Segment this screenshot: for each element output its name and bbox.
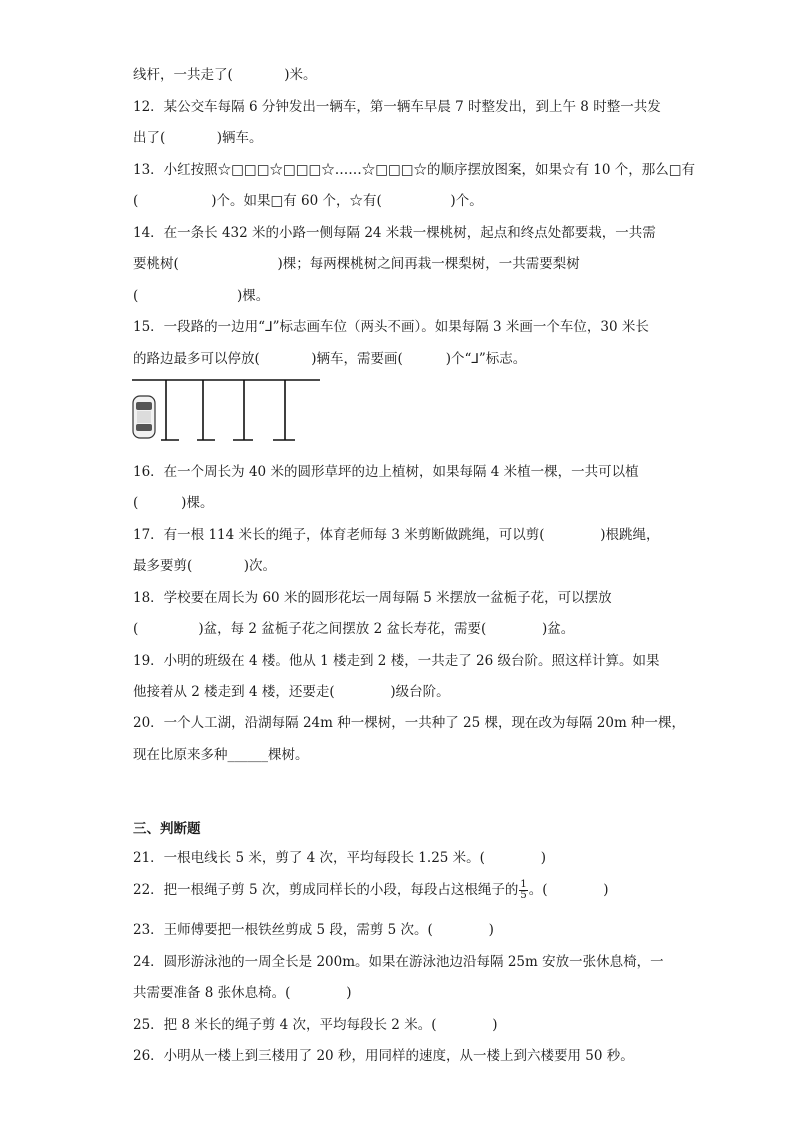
question-26: 26．小明从一楼上到三楼用了 20 秒，用同样的速度，从一楼上到六楼要用 50 秒。 bbox=[133, 1048, 634, 1064]
question-24: 24．圆形游泳池的一周全长是 200m。如果在游泳池边沿每隔 25m 安放一张休息椅，一 bbox=[133, 954, 664, 970]
text-line: 要桃树( )棵；每两棵桃树之间再栽一棵梨树，一共需要梨树 bbox=[133, 256, 580, 272]
text-line: 出了( )辆车。 bbox=[133, 130, 263, 146]
fraction-numerator: 1 bbox=[520, 879, 527, 890]
text-line: 线杆，一共走了( )米。 bbox=[133, 67, 317, 83]
parking-mark bbox=[197, 380, 215, 440]
text-line: ( )盆，每 2 盆栀子花之间摆放 2 盆长寿花，需要( )盆。 bbox=[133, 621, 575, 637]
text-line: 现在比原来多种______棵树。 bbox=[133, 747, 309, 763]
parking-mark bbox=[161, 380, 179, 440]
text-line: 最多要剪( )次。 bbox=[133, 558, 277, 574]
question-21: 21．一根电线长 5 米，剪了 4 次，平均每段长 1.25 米。( ) bbox=[133, 850, 546, 866]
fraction-denominator: 5 bbox=[520, 890, 527, 901]
question-22 bbox=[133, 878, 609, 902]
car-icon bbox=[133, 396, 155, 438]
question-12: 12．某公交车每隔 6 分钟发出一辆车，第一辆车早晨 7 时整发出，到上午 8 时整一共发 bbox=[133, 99, 661, 115]
fraction bbox=[519, 880, 527, 901]
question-20: 20．一个人工湖，沿湖每隔 24m 种一棵树，一共种了 25 棵，现在改为每隔 20m 种一棵， bbox=[133, 715, 686, 731]
question-17: 17．有一根 114 米长的绳子，体育老师每 3 米剪断做跳绳，可以剪( )根跳绳， bbox=[133, 527, 660, 543]
question-13: 13．小红按照☆□□□☆□□□☆……☆□□□☆的顺序摆放图案，如果☆有 10 个，那么□有 bbox=[133, 162, 695, 178]
question-19: 19．小明的班级在 4 楼。他从 1 楼走到 2 楼，一共走了 26 级台阶。照这样计算。如果 bbox=[133, 653, 660, 669]
text-line: ( )个。如果□有 60 个，☆有( )个。 bbox=[133, 193, 483, 209]
question-25: 25．把 8 米长的绳子剪 4 次，平均每段长 2 米。( ) bbox=[133, 1017, 498, 1033]
text-line: 的路边最多可以停放( )辆车，需要画( )个“⅃”标志。 bbox=[133, 351, 527, 367]
question-22-tail: 。( ) bbox=[528, 882, 609, 898]
question-15: 15．一段路的一边用“⅃”标志画车位（两头不画）。如果每隔 3 米画一个车位，30 米长 bbox=[133, 319, 649, 335]
question-16: 16．在一个周长为 40 米的圆形草坪的边上植树，如果每隔 4 米植一棵，一共可以植 bbox=[133, 464, 639, 480]
question-18: 18．学校要在周长为 60 米的圆形花坛一周每隔 5 米摆放一盆栀子花，可以摆放 bbox=[133, 590, 612, 606]
text-line: ( )棵。 bbox=[133, 495, 214, 511]
text-line: 他接着从 2 楼走到 4 楼，还要走( )级台阶。 bbox=[133, 684, 450, 700]
text-line: ( )棵。 bbox=[133, 288, 270, 304]
parking-mark bbox=[273, 380, 295, 440]
parking-mark bbox=[233, 380, 253, 440]
question-23: 23．王师傅要把一根铁丝剪成 5 段，需剪 5 次。( ) bbox=[133, 922, 494, 938]
question-14: 14．在一条长 432 米的小路一侧每隔 24 米栽一棵桃树，起点和终点处都要栽，一共需 bbox=[133, 225, 656, 241]
parking-diagram bbox=[131, 378, 321, 444]
text-line: 共需要准备 8 张休息椅。( ) bbox=[133, 985, 352, 1001]
question-22-text: 22．把一根绳子剪 5 次，剪成同样长的小段，每段占这根绳子的 bbox=[133, 882, 519, 898]
section-heading: 三、判断题 bbox=[133, 821, 201, 837]
